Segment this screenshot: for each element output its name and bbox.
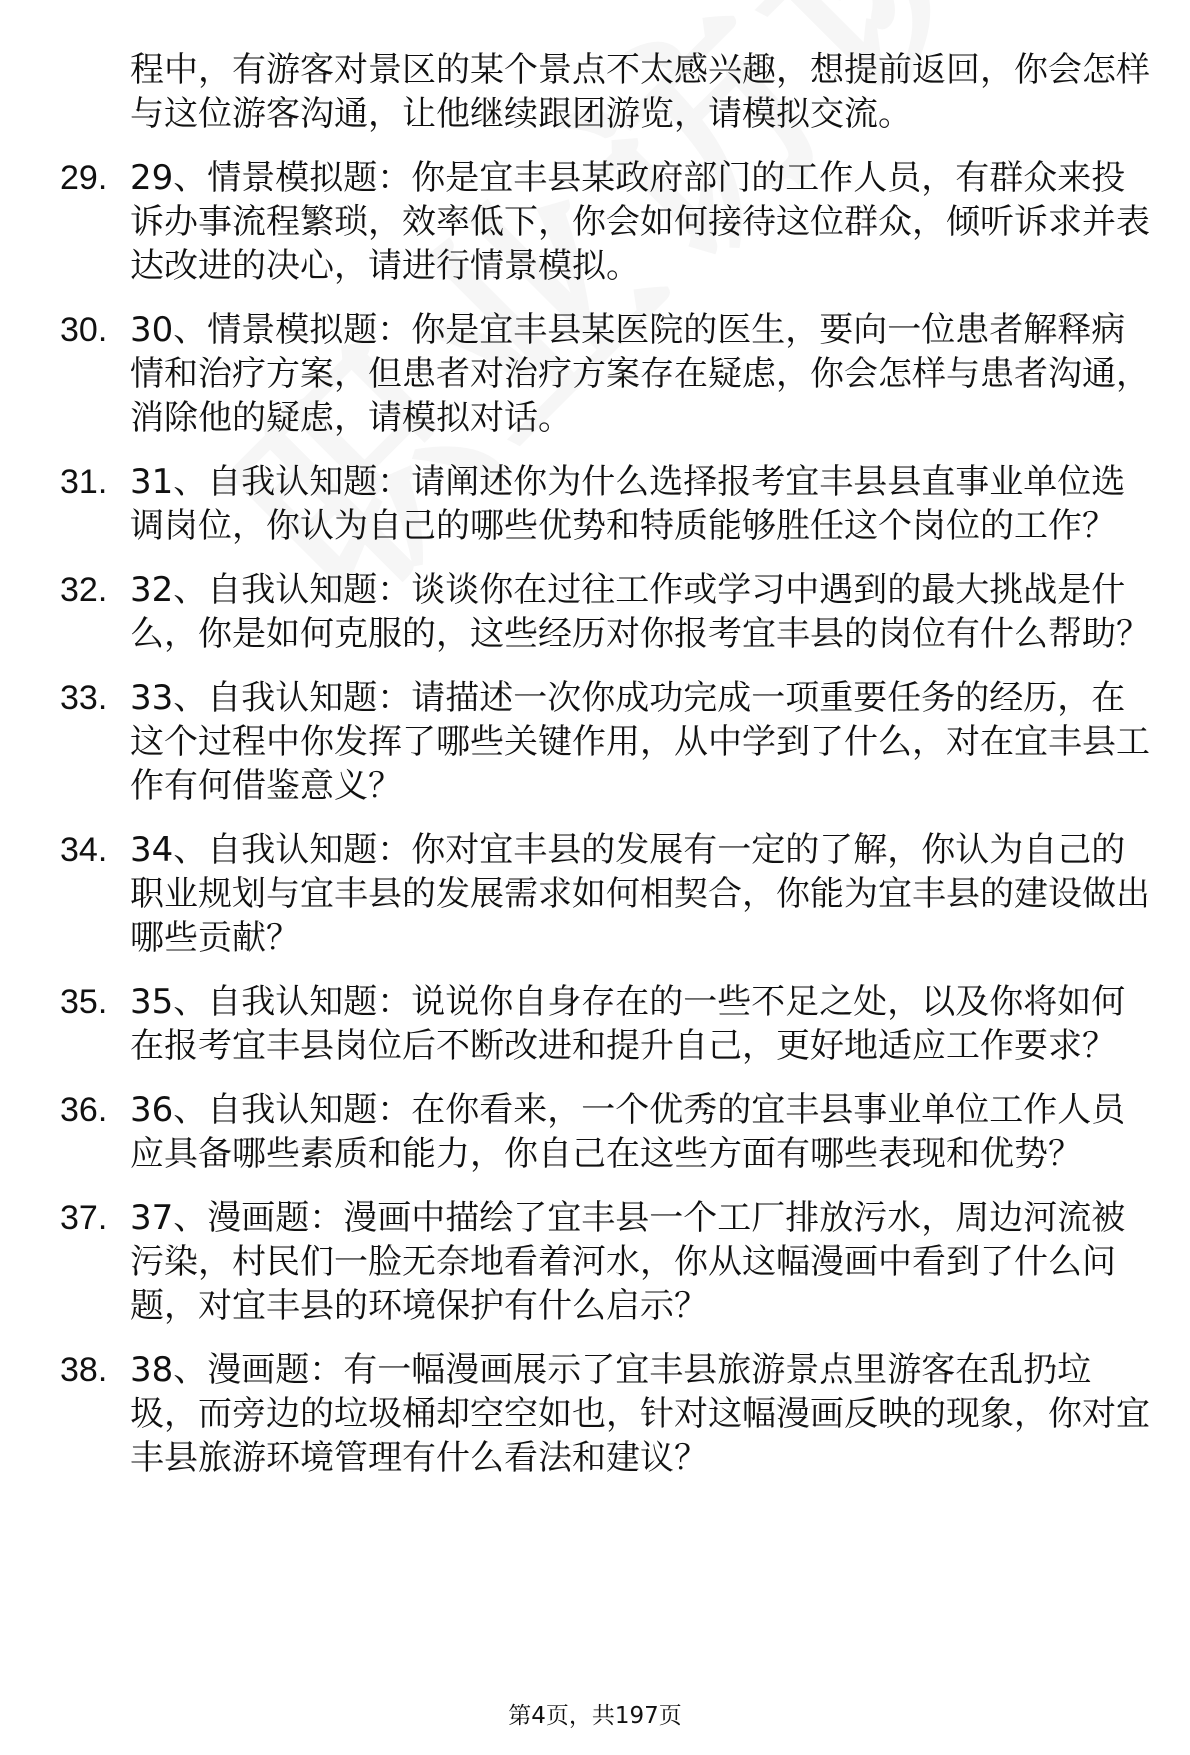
list-item xyxy=(60,828,1150,960)
list-item xyxy=(60,1088,1150,1176)
item-text: 34、自我认知题：你对宜丰县的发展有一定的了解，你认为自己的职业规划与宜丰县的发展需求如何相契合，你能为宜丰县的建设做出哪些贡献？ xyxy=(130,830,1150,958)
item-number: 38. xyxy=(60,1351,108,1389)
list-item xyxy=(60,1196,1150,1328)
page-footer: 第4页，共197页 xyxy=(508,1703,682,1729)
item-text: 36、自我认知题：在你看来，一个优秀的宜丰县事业单位工作人员应具备哪些素质和能力，你自己在这些方面有哪些表现和优势？ xyxy=(130,1090,1126,1174)
item-text: 33、自我认知题：请描述一次你成功完成一项重要任务的经历，在这个过程中你发挥了哪些关键作用，从中学到了什么，对在宜丰县工作有何借鉴意义？ xyxy=(130,678,1150,806)
list-item xyxy=(60,568,1150,656)
list-item xyxy=(60,980,1150,1068)
item-number: 36. xyxy=(60,1091,108,1129)
item-text: 35、自我认知题：说说你自身存在的一些不足之处，以及你将如何在报考宜丰县岗位后不断改进和提升自己，更好地适应工作要求？ xyxy=(130,982,1126,1066)
item-text: 37、漫画题：漫画中描绘了宜丰县一个工厂排放污水，周边河流被污染，村民们一脸无奈地看着河水，你从这幅漫画中看到了什么问题，对宜丰县的环境保护有什么启示？ xyxy=(130,1198,1126,1326)
list-item xyxy=(60,308,1150,440)
item-number: 33. xyxy=(60,679,108,717)
list-item xyxy=(60,1348,1150,1480)
list-item xyxy=(60,460,1150,548)
item-number: 34. xyxy=(60,831,108,869)
item-text: 32、自我认知题：谈谈你在过往工作或学习中遇到的最大挑战是什么，你是如何克服的，这些经历对你报考宜丰县的岗位有什么帮助？ xyxy=(130,570,1150,654)
item-text: 30、情景模拟题：你是宜丰县某医院的医生，要向一位患者解释病情和治疗方案，但患者对治疗方案存在疑虑，你会怎样与患者沟通，消除他的疑虑，请模拟对话。 xyxy=(130,310,1150,438)
list-item xyxy=(60,156,1150,288)
continued-question-text: 程中，有游客对景区的某个景点不太感兴趣，想提前返回，你会怎样与这位游客沟通，让他继续跟团游览，请模拟交流。 xyxy=(130,50,1150,134)
question-list xyxy=(60,48,1150,1500)
item-text: 38、漫画题：有一幅漫画展示了宜丰县旅游景点里游客在乱扔垃圾，而旁边的垃圾桶却空空如也，针对这幅漫画反映的现象，你对宜丰县旅游环境管理有什么看法和建议？ xyxy=(130,1350,1150,1478)
item-text: 31、自我认知题：请阐述你为什么选择报考宜丰县县直事业单位选调岗位，你认为自己的哪些优势和特质能够胜任这个岗位的工作？ xyxy=(130,462,1126,546)
item-number: 37. xyxy=(60,1199,108,1237)
item-number: 32. xyxy=(60,571,108,609)
item-text: 29、情景模拟题：你是宜丰县某政府部门的工作人员，有群众来投诉办事流程繁琐，效率低下，你会如何接待这位群众，倾听诉求并表达改进的决心，请进行情景模拟。 xyxy=(130,158,1150,286)
list-item xyxy=(60,676,1150,808)
item-number: 29. xyxy=(60,159,108,197)
item-number: 31. xyxy=(60,463,108,501)
item-number: 30. xyxy=(60,311,108,349)
item-number: 35. xyxy=(60,983,108,1021)
